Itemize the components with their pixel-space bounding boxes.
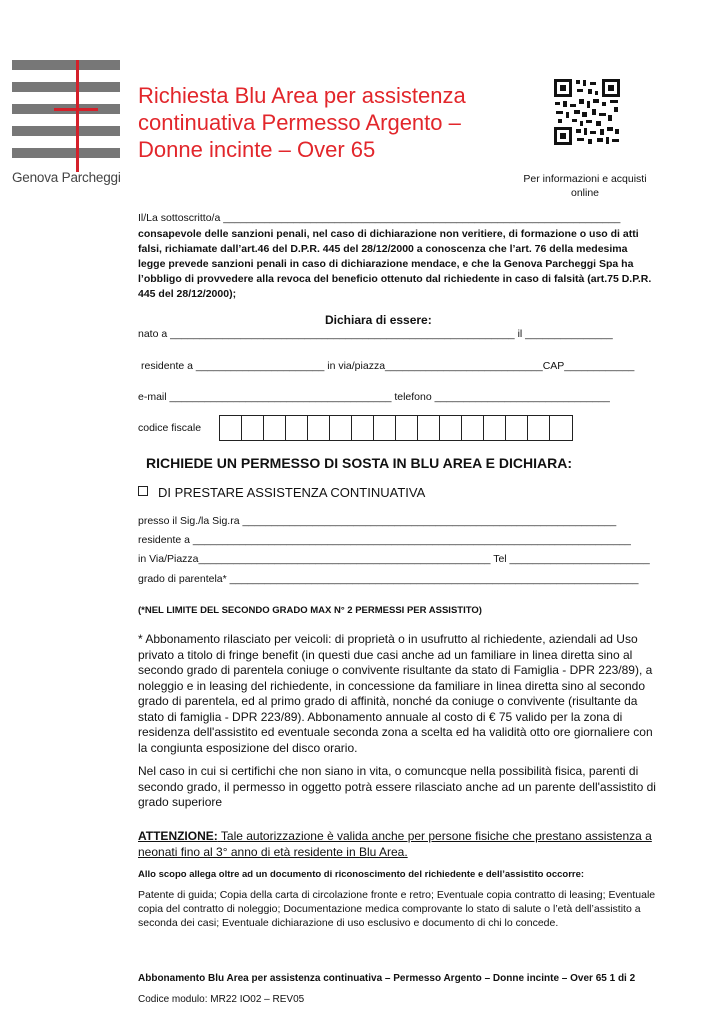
permit-limit-note: [138, 605, 482, 616]
company-logo: [12, 60, 120, 170]
qr-code-icon: [552, 77, 622, 147]
attention-note: [138, 828, 658, 860]
attention-text: Tale autorizzazione è valida anche per persone fisiche che prestano assistenza a neonati fino al 3° anno di età residente in Blu Area.: [138, 829, 652, 859]
birth-field[interactable]: nato a ___________________________________________________________ il _______________: [138, 328, 613, 340]
assisted-person-field[interactable]: presso il Sig./la Sig.ra ________________________________________________________________: [138, 515, 617, 527]
residence-field[interactable]: residente a ______________________ in via/piazza___________________________CAP____________: [141, 360, 635, 372]
footer-title: Abbonamento Blu Area per assistenza continuativa – Permesso Argento – Donne incinte – Over 65 1 di 2: [138, 973, 636, 984]
contact-field[interactable]: e-mail ______________________________________ telefono ______________________________: [138, 391, 610, 403]
info-label: Per informazioni e acquisti online: [523, 173, 647, 199]
tax-code-input[interactable]: [219, 415, 573, 441]
applicant-heading: Dichiara di essere:: [325, 313, 432, 327]
logo-text: Genova Parcheggi: [12, 170, 121, 185]
assisted-street-field[interactable]: in Via/Piazza__________________________________________________ Tel ________________________: [138, 553, 650, 565]
undersigned-field[interactable]: Il/La sottoscritto/a ____________________________________________________________________: [138, 212, 621, 224]
relationship-field[interactable]: grado di parentela* ______________________________________________________________________: [138, 573, 639, 585]
subscription-text: * Abbonamento rilasciato per veicoli: di proprietà o in usufrutto al richiedente, aziendali ad Uso privato a titolo di fringe benefit (in questi due casi anche ad un familiare in linea diretta sino al secondo grado di parentela coniuge o convivente risultante da stato di Famiglia - DPR 223/89), a noleggio e in leasing del richiedente, in concessione da familiare in linea diretta sino al secondo grado di parentela, ed al primo grado di affinità, nonché da coniuge o convivente (risultante da stato di famiglia - DPR 223/89). Abbonamento annuale al costo di € 75 valido per la zona di residenza dell'assistito ed eventuale seconda zona a scelta ed ha validità otto ore giornaliere con la congiunta esposizione del disco orario.: [138, 632, 653, 755]
permit-limit-text: (*NEL LIMITE DEL SECONDO GRADO MAX N° 2 PERMESSI PER ASSISTITO): [138, 605, 482, 616]
form-code: Codice modulo: MR22 IO02 – REV05: [138, 994, 305, 1005]
attachments-heading: Allo scopo allega oltre ad un documento di riconoscimento del richiedente e dell’assistito occorre:: [138, 869, 585, 880]
declaration-text: consapevole delle sanzioni penali, nel caso di dichiarazione non veritiere, di formazione o uso di atti falsi, richiamate dall’art.46 del D.P.R. 445 del 28/12/2000 a conoscenza che l’art. 76 della medesima legge prevede sanzioni penali in caso di dichiarazione mendace, e che la Genova Parcheggi Spa ha l’obbligo di provvedere alla revoca del beneficio ottenuto dal richiedente in caso di falsità (art.75 D.P.R. 445 del 28/12/2000);: [138, 228, 652, 300]
deceased-relatives-text: Nel caso in cui si certifichi che non siano in vita, o comuncque nella possibilità fisica, parenti di secondo grado, il permesso in oggetto potrà essere rilasciato anche ad un parente dell'assistito di grado superiore: [138, 764, 656, 809]
assistance-option[interactable]: [138, 485, 425, 500]
tax-code-label: codice fiscale: [138, 422, 202, 434]
attachments-list: Patente di guida; Copia della carta di circolazione fronte e retro; Eventuale copia contratto di leasing; Eventuale copia del contratto di noleggio; Documentazione medica comprovante lo stato di salute o l’età dell’assistito a seconda dei casi; Eventuale dichiarazione di uso esclusivo e documento di chi lo concede.: [138, 889, 656, 929]
assistance-checkbox[interactable]: [138, 486, 148, 496]
assisted-residence-field[interactable]: residente a ___________________________________________________________________________: [138, 534, 631, 546]
request-heading: RICHIEDE UN PERMESSO DI SOSTA IN BLU AREA E DICHIARA:: [146, 455, 572, 471]
assistance-option-label: DI PRESTARE ASSISTENZA CONTINUATIVA: [158, 485, 426, 500]
attention-label: ATTENZIONE:: [138, 829, 218, 843]
document-title: Richiesta Blu Area per assistenza continuativa Permesso Argento – Donne incinte – Over 65: [138, 83, 466, 162]
